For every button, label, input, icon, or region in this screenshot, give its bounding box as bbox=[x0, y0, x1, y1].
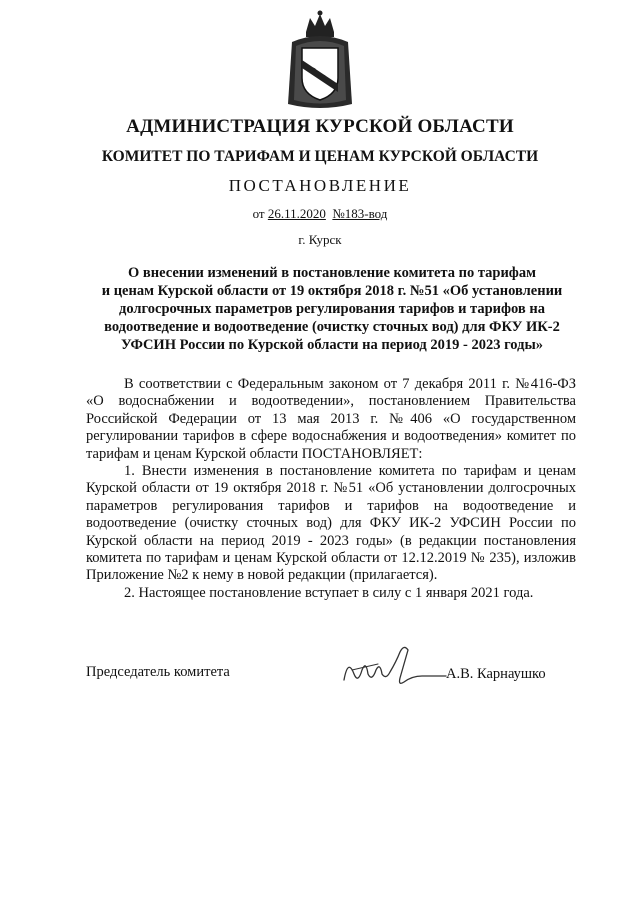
committee-title: КОМИТЕТ ПО ТАРИФАМ И ЦЕНАМ КУРСКОЙ ОБЛАСТИ bbox=[101, 148, 539, 165]
document-date: 26.11.2020 bbox=[267, 206, 326, 221]
document-number: №183-вод bbox=[332, 206, 388, 221]
body-paragraph: В соответствии с Федеральным законом от 7 декабря 2011 г. №416-ФЗ «О водоснабжении и водоотведении», постановлением Правительства Российской Федерации от 13 мая 2013 г. №406 «О государственном регулировании тарифов в сфере водоснабжения и водоотведения» комитет по тарифам и ценам Курской области ПОСТАНОВЛЯЕТ: bbox=[86, 376, 576, 462]
body-paragraph: 1. Внести изменения в постановление комитета по тарифам и ценам Курской области от 19 октября 2018 г. №51 «Об установлении долгосрочных параметров регулирования тарифов и тарифов на водоотведение и водоотведение (очистку сточных вод) для ФКУ ИК-2 УФСИН России по Курской области на период 2019 - 2023 годы» (в редакции постановления комитета по тарифам и ценам Курской области от 12.12.2019 № 235), изложив Приложение №2 к нему в новой редакции (прилагается). bbox=[86, 463, 576, 584]
signatory-title: Председатель комитета bbox=[86, 664, 230, 680]
signatory-name: А.В. Карнаушко bbox=[446, 666, 546, 682]
administration-title: АДМИНИСТРАЦИЯ КУРСКОЙ ОБЛАСТИ bbox=[126, 116, 514, 137]
city: г. Курск bbox=[298, 232, 342, 247]
subject-line: УФСИН России по Курской области на период 2019 - 2023 годы» bbox=[120, 337, 544, 353]
subject-line: долгосрочных параметров регулирования тарифов и тарифов на bbox=[119, 301, 545, 317]
handwritten-signature bbox=[338, 640, 448, 692]
kursk-coat-of-arms-icon bbox=[286, 8, 354, 112]
subject-line: и ценам Курской области от 19 октября 2018 г. №51 «Об установлении bbox=[101, 283, 563, 299]
subject-line: О внесении изменений в постановление комитета по тарифам bbox=[128, 265, 536, 281]
document-body bbox=[86, 376, 576, 602]
subject-line: водоотведение и водоотведение (очистку сточных вод) для ФКУ ИК-2 bbox=[104, 319, 560, 335]
body-paragraph: 2. Настоящее постановление вступает в силу с 1 января 2021 года. bbox=[124, 584, 534, 601]
document-type: ПОСТАНОВЛЕНИЕ bbox=[228, 176, 412, 195]
document-date-line bbox=[0, 206, 640, 222]
document-subject bbox=[82, 264, 582, 354]
date-prefix: от bbox=[252, 206, 268, 221]
